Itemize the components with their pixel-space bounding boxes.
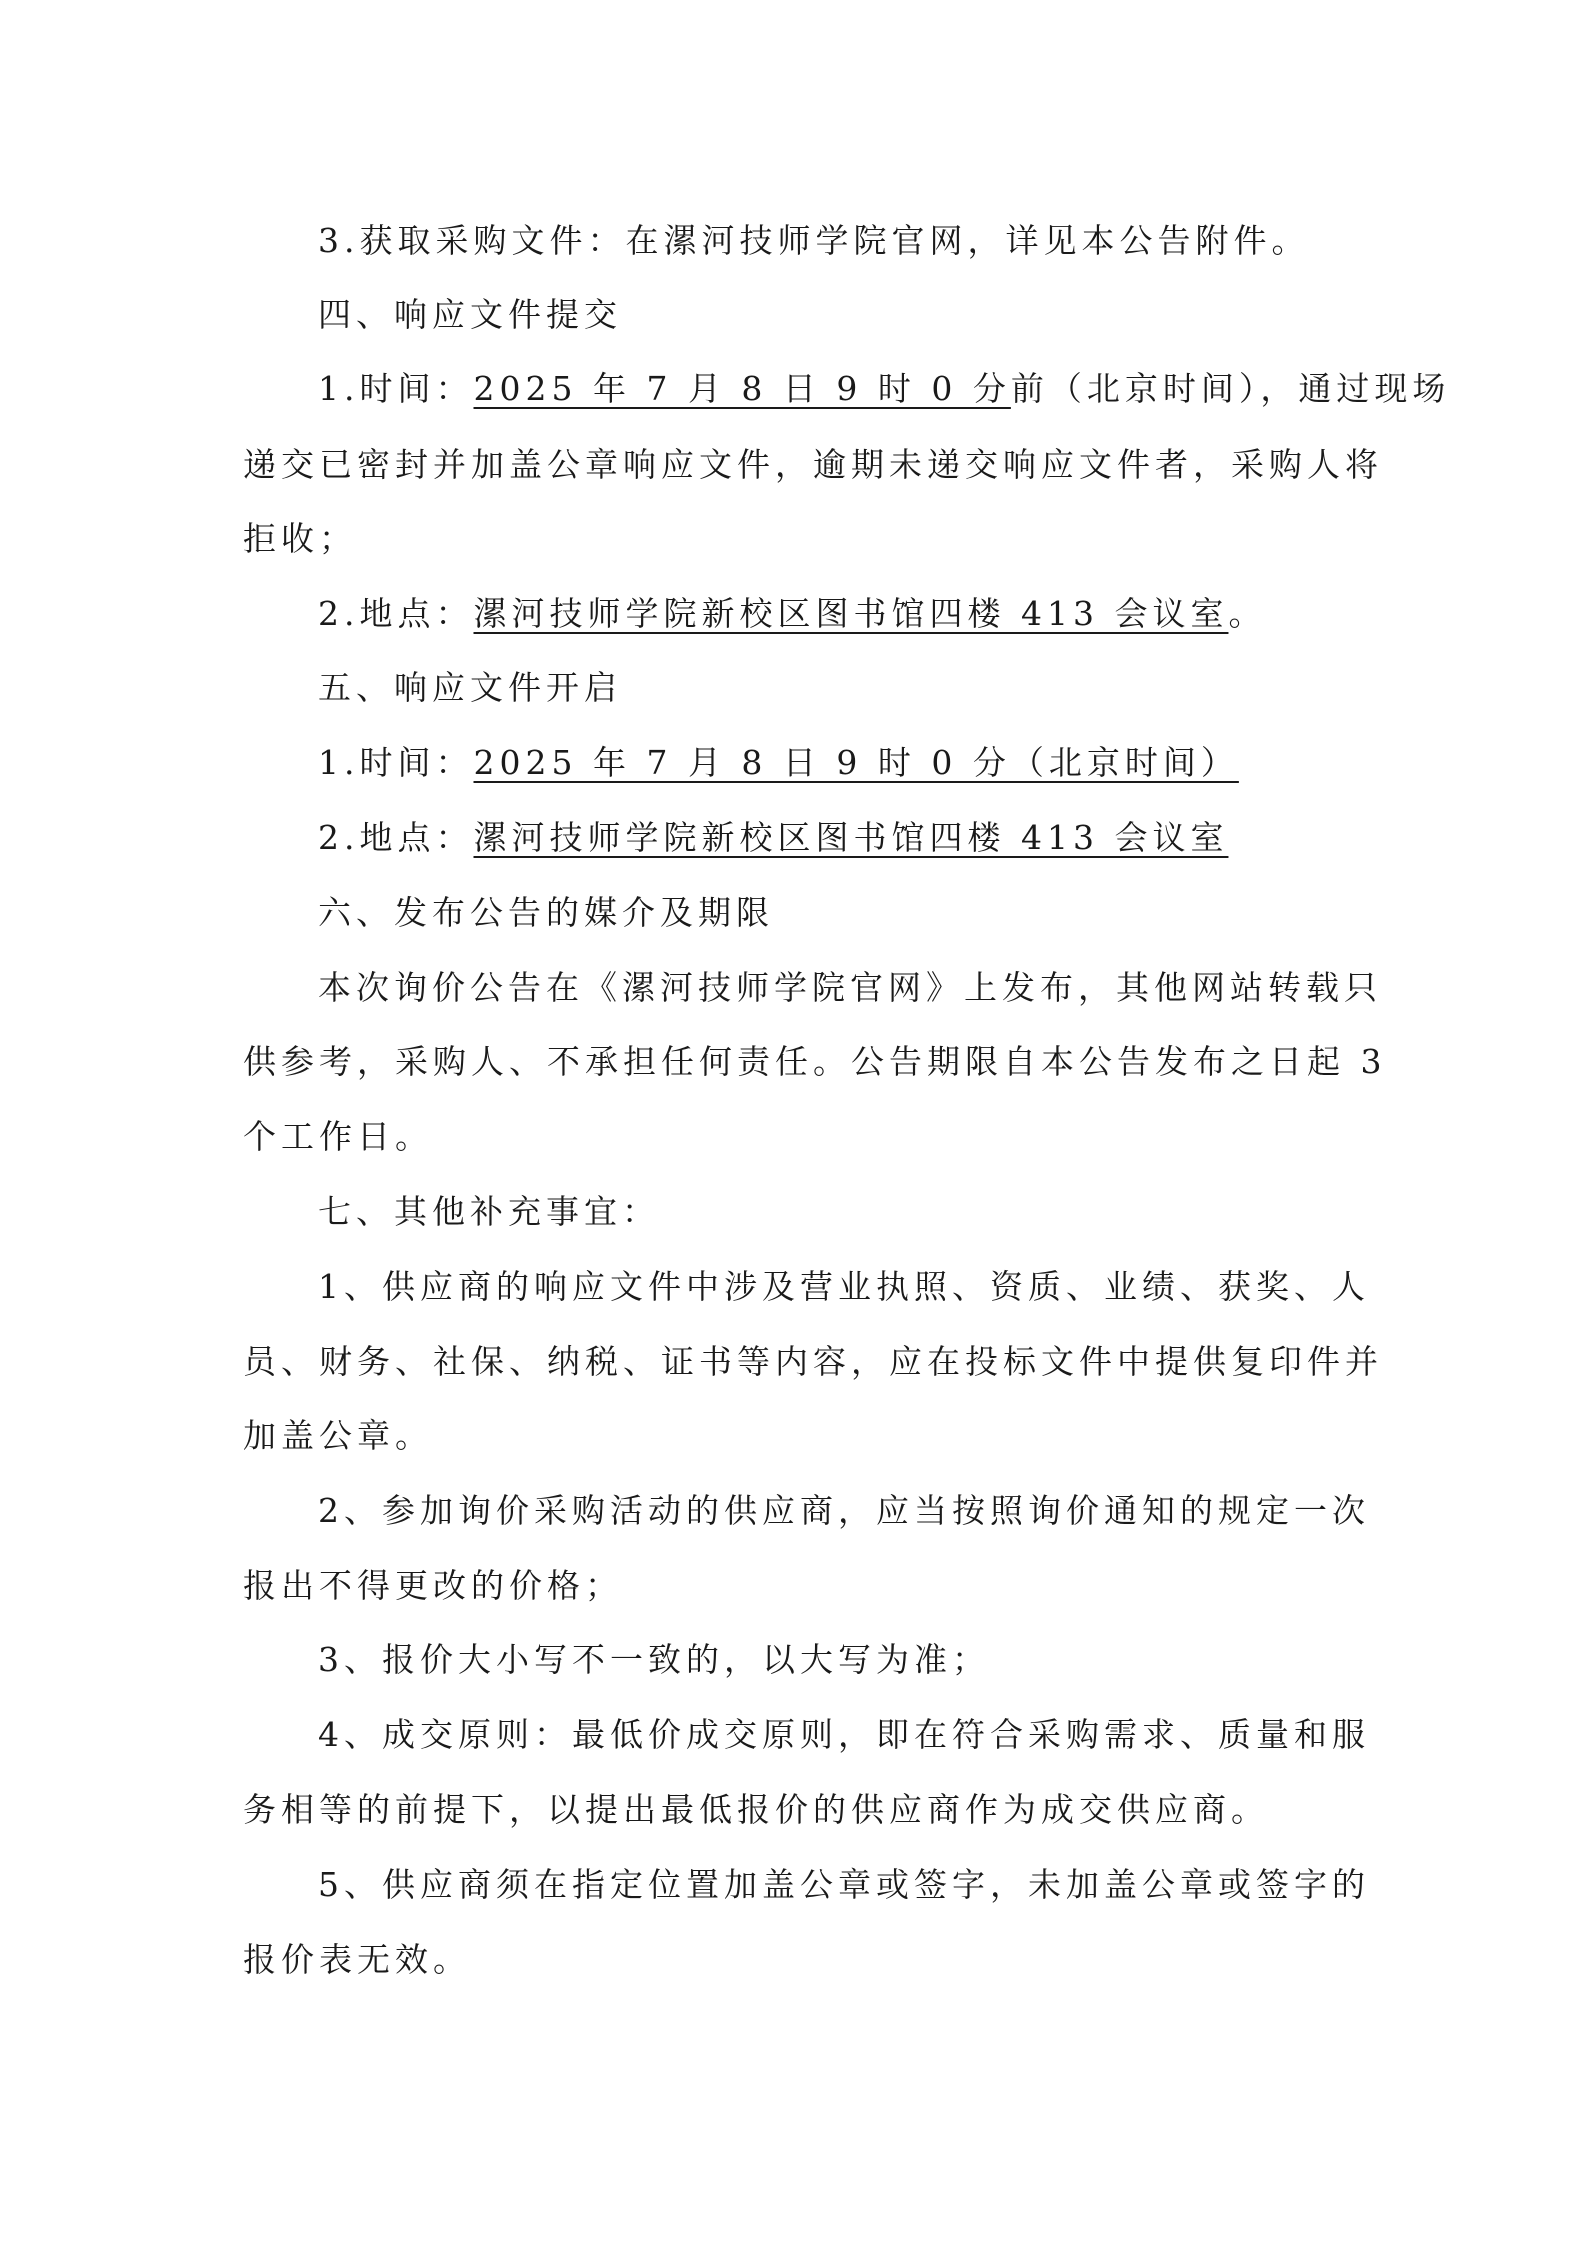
- line-text: 1.时间：: [318, 743, 474, 782]
- line-text: 报出不得更改的价格；: [243, 1566, 623, 1605]
- text-line: [318, 1715, 1370, 1755]
- line-text: 1.时间：: [318, 369, 474, 408]
- section-heading: [318, 1192, 660, 1232]
- line-text: 员、财务、社保、纳税、证书等内容，应在投标文件中提供复印件并: [243, 1342, 1383, 1381]
- line-text: 前（北京时间），通过现场: [1010, 369, 1451, 408]
- line-text: 务相等的前提下，以提出最低报价的供应商作为成交供应商。: [243, 1790, 1269, 1829]
- line-text: 2.地点：: [318, 818, 474, 857]
- text-line: [243, 1940, 471, 1980]
- line-text: 3.获取采购文件：在漯河技师学院官网，详见本公告附件。: [318, 221, 1310, 260]
- text-line: [243, 1566, 623, 1606]
- underlined-location: 漯河技师学院新校区图书馆四楼 413 会议室: [473, 818, 1229, 857]
- line-text: 5、供应商须在指定位置加盖公章或签字，未加盖公章或签字的: [318, 1865, 1370, 1904]
- underlined-location: 漯河技师学院新校区图书馆四楼 413 会议室: [473, 594, 1229, 633]
- text-line: [243, 1342, 1383, 1382]
- text-line: [318, 221, 1310, 261]
- text-line: [318, 1640, 990, 1680]
- text-line: [318, 743, 1239, 783]
- line-text: 1、供应商的响应文件中涉及营业执照、资质、业绩、获奖、人: [318, 1267, 1370, 1306]
- line-text: 。: [1228, 594, 1267, 633]
- section-heading: [318, 295, 622, 335]
- heading-text: 五、响应文件开启: [318, 668, 622, 707]
- heading-text: 四、响应文件提交: [318, 295, 622, 334]
- text-line: [318, 968, 1382, 1008]
- text-line: [318, 818, 1228, 858]
- line-text: 2.地点：: [318, 594, 474, 633]
- text-line: [243, 1117, 433, 1157]
- text-line: [243, 1416, 433, 1456]
- section-heading: [318, 668, 622, 708]
- line-text: 递交已密封并加盖公章响应文件，逾期未递交响应文件者，采购人将: [243, 445, 1383, 484]
- line-text: 个工作日。: [243, 1117, 433, 1156]
- line-text: 供参考，采购人、不承担任何责任。公告期限自本公告发布之日起 3: [243, 1042, 1387, 1081]
- text-line: [318, 1267, 1370, 1307]
- line-text: 拒收；: [243, 519, 357, 558]
- text-line: [318, 369, 1450, 409]
- underlined-date: 2025 年 7 月 8 日 9 时 0 分: [473, 369, 1011, 408]
- line-text: 本次询价公告在《漯河技师学院官网》上发布，其他网站转载只: [318, 968, 1382, 1007]
- line-text: 3、报价大小写不一致的，以大写为准；: [318, 1640, 990, 1679]
- text-line: [318, 1865, 1370, 1905]
- text-line: [243, 1042, 1387, 1082]
- line-text: 2、参加询价采购活动的供应商，应当按照询价通知的规定一次: [318, 1491, 1370, 1530]
- line-text: 报价表无效。: [243, 1940, 471, 1979]
- section-heading: [318, 893, 774, 933]
- line-text: 4、成交原则：最低价成交原则，即在符合采购需求、质量和服: [318, 1715, 1370, 1754]
- line-text: 加盖公章。: [243, 1416, 433, 1455]
- text-line: [318, 1491, 1370, 1531]
- text-line: [243, 445, 1383, 485]
- underlined-date: 2025 年 7 月 8 日 9 时 0 分（北京时间）: [473, 743, 1239, 782]
- text-line: [318, 594, 1266, 634]
- text-line: [243, 1790, 1269, 1830]
- heading-text: 七、其他补充事宜：: [318, 1192, 660, 1231]
- text-line: [243, 519, 357, 559]
- heading-text: 六、发布公告的媒介及期限: [318, 893, 774, 932]
